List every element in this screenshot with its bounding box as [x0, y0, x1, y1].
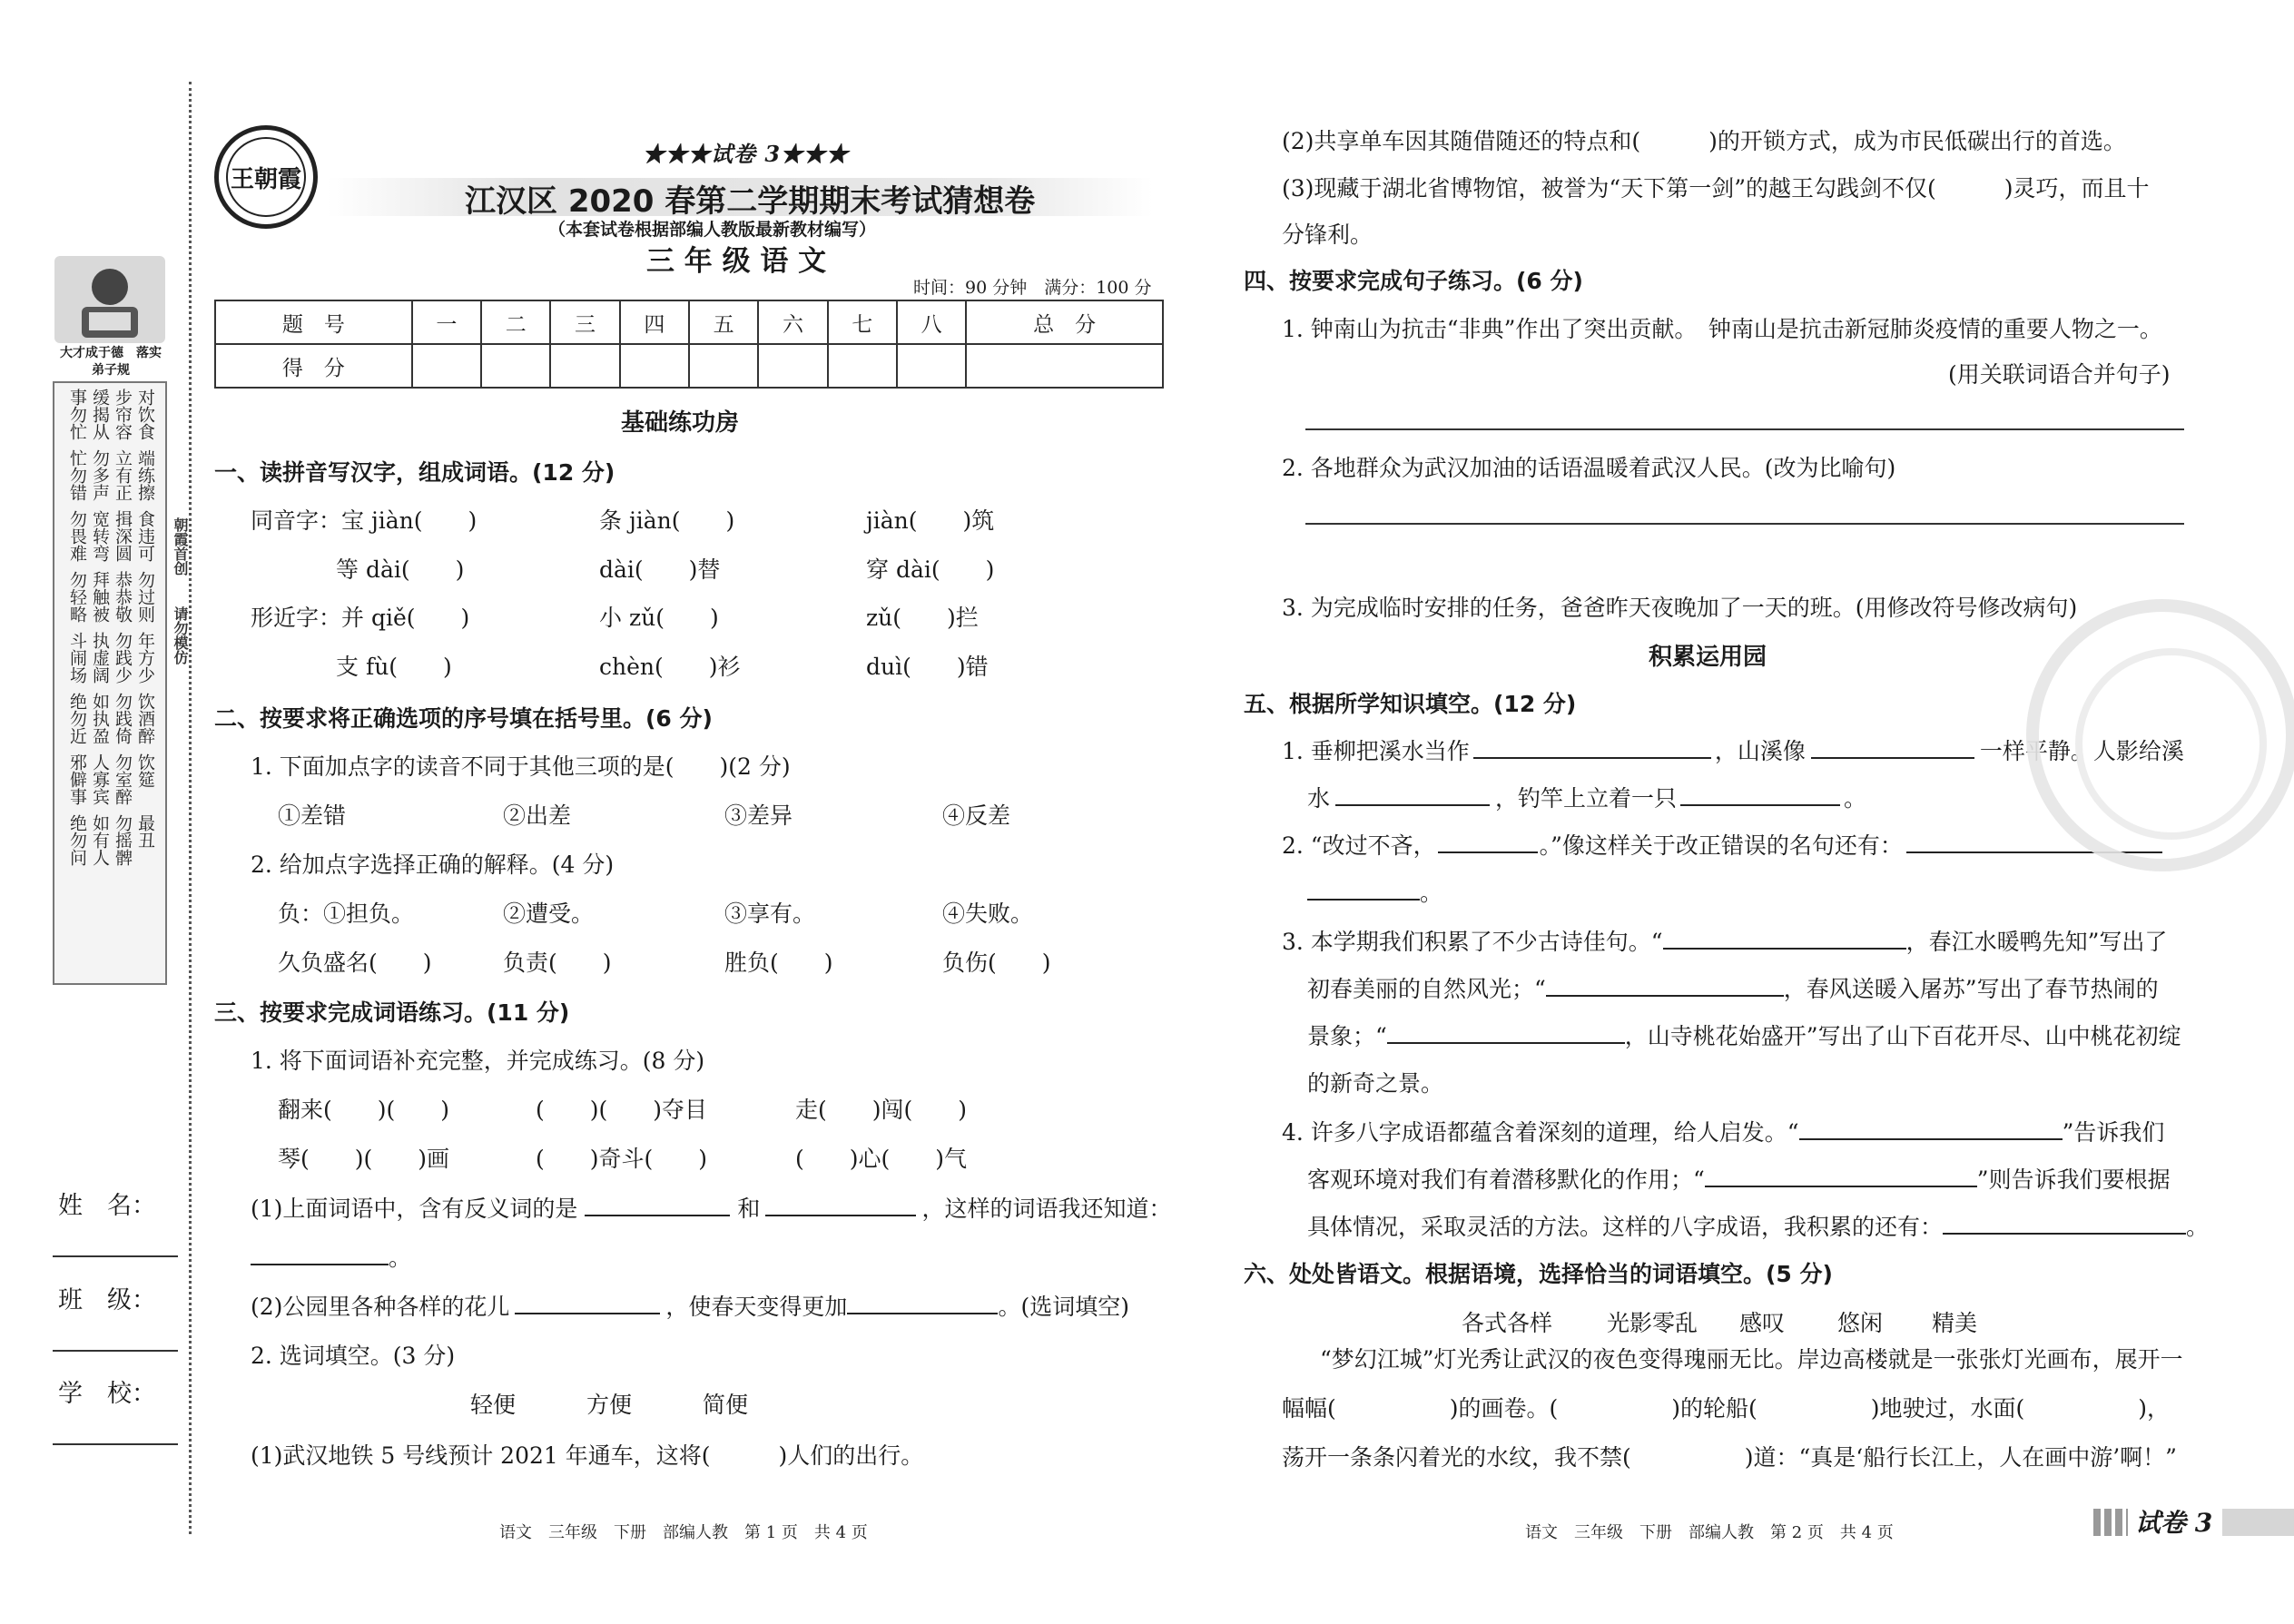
rule-block [60, 571, 162, 623]
rule-column: 斗闹场 [67, 632, 87, 684]
q3-2-text: 2. 选词填空。(3 分) [251, 1343, 456, 1369]
score-cell[interactable] [897, 344, 966, 388]
q5-4-blank-1[interactable] [1799, 1118, 2063, 1140]
class-label: 班 级： [58, 1286, 156, 1314]
q5-1-blank-2[interactable] [1811, 737, 1974, 759]
q5-title: 五、根据所学知识填空。(12 分) [1244, 691, 1577, 717]
q2-2-text: 2. 给加点字选择正确的解释。(4 分) [251, 851, 615, 878]
q2-1-opt-d: ④反差 [942, 802, 1011, 829]
q3-1-blank-4[interactable] [515, 1293, 660, 1314]
q3-1-r2-a[interactable]: 琴( )( )画 [278, 1146, 450, 1172]
q3-2-2-text[interactable]: (2)共享单车因其随借随还的特点和( )的开锁方式，成为市民低碳出行的首选。 [1282, 128, 2126, 154]
q5-4-line1 [1282, 1118, 2164, 1147]
q5-1-b: ，山溪像 [1714, 738, 1806, 764]
score-cell[interactable] [481, 344, 550, 388]
q6-word-c: 感叹 [1739, 1310, 1786, 1336]
q3-1-sub2-mid: ，使春天变得更加 [665, 1294, 848, 1320]
rule-column: 年方少 [135, 632, 155, 684]
q5-3-b: ，春江水暖鸭先知”写出了 [1905, 929, 2168, 955]
q1-r2-c3[interactable]: 穿 dài( ) [866, 556, 995, 583]
rule-column: 如执盈 [90, 693, 110, 744]
score-header-cell: 一 [412, 300, 481, 344]
q6-para-2[interactable]: 幅幅( )的画卷。( )的轮船( )地驶过，水面( )， [1282, 1395, 2171, 1422]
rule-column: 如有人 [90, 814, 110, 866]
q3-1-r1-b[interactable]: ( )( )夺目 [536, 1097, 708, 1123]
q5-2-c: 。 [1420, 880, 1443, 906]
q5-4-f: 。 [2186, 1214, 2210, 1240]
q3-2-word-b: 方便 [586, 1392, 633, 1418]
q2-2-word-b[interactable]: 负责( ) [503, 950, 612, 976]
rule-column: 最丑 [135, 814, 155, 849]
q6-word-e: 精美 [1932, 1310, 1978, 1336]
q3-1-sub2-text: (2)公园里各种各样的花儿 [251, 1294, 510, 1320]
score-header-cell: 八 [897, 300, 966, 344]
score-table [214, 300, 1164, 389]
score-cell[interactable] [828, 344, 897, 388]
q5-1-blank-4[interactable] [1680, 784, 1840, 806]
class-field[interactable] [53, 1350, 178, 1352]
rule-column: 端练擦 [135, 449, 155, 501]
rule-column: 绝勿问 [67, 814, 87, 866]
q5-1-d: 水 [1307, 785, 1331, 812]
q1-r4-c1[interactable]: 支 fù( ) [336, 654, 452, 680]
binding-dotted-line [189, 82, 192, 1534]
rule-block [60, 510, 162, 562]
q5-1-f: 。 [1844, 785, 1867, 812]
score-header-label: 题 号 [215, 300, 412, 344]
q5-2-blank-1[interactable] [1438, 832, 1538, 853]
q3-1-sub2 [251, 1293, 1129, 1322]
score-row-label: 得 分 [215, 344, 412, 388]
q5-3-line4: 的新奇之景。 [1307, 1070, 1444, 1097]
q2-1-opt-b: ②出差 [503, 802, 572, 829]
rule-column: 勿畏难 [67, 510, 87, 562]
exam-subtitle: （本套试卷根据部编人教版最新教材编写） [548, 220, 877, 240]
q5-1-blank-3[interactable] [1335, 784, 1490, 806]
q1-r4-c3[interactable]: duì( )错 [866, 654, 989, 680]
q3-1-blank-2[interactable] [765, 1195, 916, 1216]
exam-title: 江汉区 2020 春第二学期期末考试猜想卷 [465, 183, 1036, 220]
q5-3-e: 景象；“ [1307, 1023, 1387, 1049]
q4-1-text: 1. 钟南山为抗击“非典”作出了突出贡献。 钟南山是抗击新冠肺炎疫情的重要人物之一。 [1282, 316, 2162, 342]
q6-para-1: “梦幻江城”灯光秀让武汉的夜色变得瑰丽无比。岸边高楼就是一张张灯光画布，展开一 [1320, 1346, 2183, 1373]
rule-column: 宽转弯 [90, 510, 110, 562]
rule-block [60, 632, 162, 684]
q2-2-word-d[interactable]: 负伤( ) [942, 950, 1051, 976]
q4-2-answer-line[interactable] [1305, 523, 2184, 525]
rule-column: 忙勿错 [67, 449, 87, 501]
side-note-2: 请勿模仿 [172, 606, 189, 664]
q3-2-word-c: 简便 [703, 1392, 749, 1418]
q4-1-req: (用关联词语合并句子) [1948, 361, 2171, 388]
q3-1-blank-3[interactable] [251, 1244, 389, 1265]
q3-1-sub1-text: (1)上面词语中，含有反义词的是 [251, 1196, 578, 1222]
rule-column: 勿摇髀 [113, 814, 133, 866]
score-row [215, 344, 1163, 388]
q5-3-d: ，春风送暖入屠苏”写出了春节热闹的 [1783, 976, 2159, 1002]
school-label: 学 校： [58, 1380, 156, 1408]
q1-r1-c1[interactable]: 同音字：宝 jiàn( ) [251, 507, 478, 534]
mascot-image [54, 256, 165, 343]
rule-block [60, 449, 162, 501]
q3-1-sub1-cont: 。 [251, 1244, 411, 1273]
q5-3-line3 [1307, 1022, 2181, 1051]
paper-tag: ★★★试卷 3★★★ [643, 141, 850, 167]
q1-title: 一、读拼音写汉字，组成词语。(12 分) [214, 459, 615, 486]
motto: 大才成于德 落实弟子规 [60, 346, 162, 378]
q3-1-blank-1[interactable] [585, 1195, 730, 1216]
q2-2-def-b: ②遭受。 [503, 901, 595, 927]
q1-r4-c2[interactable]: chèn( )衫 [599, 654, 741, 680]
q4-3-text: 3. 为完成临时安排的任务，爸爸昨天夜晚加了一天的班。(用修改符号修改病句) [1282, 595, 2078, 621]
q4-1-answer-line[interactable] [1305, 428, 2184, 430]
q5-4-e: 具体情况，采取灵活的方法。这样的八字成语，我积累的还有： [1307, 1214, 1944, 1240]
logo-text: 王朝霞 [226, 137, 306, 217]
q5-3-blank-2[interactable] [1546, 975, 1784, 997]
rule-column: 勿多声 [90, 449, 110, 501]
school-field[interactable] [53, 1443, 178, 1445]
q2-2-word-a[interactable]: 久负盛名( ) [278, 950, 432, 976]
score-cell[interactable] [966, 344, 1163, 388]
score-cell[interactable] [620, 344, 689, 388]
rule-column: 立有正 [113, 449, 133, 501]
q5-2-blank-3[interactable] [1307, 879, 1420, 901]
rule-column: 勿轻略 [67, 571, 87, 623]
q5-3-blank-1[interactable] [1663, 928, 1906, 950]
q5-4-d: ”则告诉我们要根据 [1976, 1166, 2171, 1193]
score-header-cell: 总 分 [966, 300, 1163, 344]
q5-4-line3 [1307, 1213, 2209, 1242]
q1-r1-c2[interactable]: 条 jiàn( ) [599, 507, 735, 534]
rule-column: 揖深圆 [113, 510, 133, 562]
corner-pattern [2093, 1509, 2128, 1536]
score-header-cell: 七 [828, 300, 897, 344]
rule-column: 缓揭从 [90, 389, 110, 440]
q3-2-3-cont: 分锋利。 [1282, 221, 1373, 248]
section-accum: 积累运用园 [1649, 644, 1767, 671]
rule-column: 邪僻事 [67, 753, 87, 805]
q5-3-line2 [1307, 975, 2159, 1004]
q2-1-text[interactable]: 1. 下面加点字的读音不同于其他三项的是( )(2 分) [251, 753, 791, 780]
page1-footer: 语文 三年级 下册 部编人教 第 1 页 共 4 页 [499, 1523, 868, 1542]
q1-r3-c2[interactable]: 小 zǔ( ) [599, 605, 719, 631]
q1-r3-c1[interactable]: 形近字：并 qiě( ) [251, 605, 470, 631]
name-label: 姓 名： [58, 1192, 156, 1220]
rule-column: 步帘容 [113, 389, 133, 440]
rule-column: 勿践倚 [113, 693, 133, 744]
page2-footer: 语文 三年级 下册 部编人教 第 2 页 共 4 页 [1525, 1523, 1894, 1542]
q1-r3-c3[interactable]: zǔ( )拦 [866, 605, 979, 631]
q3-2-3-text[interactable]: (3)现藏于湖北省博物馆，被誉为“天下第一剑”的越王勾践剑不仅( )灵巧，而且十 [1282, 175, 2150, 202]
q5-4-b: ”告诉我们 [2062, 1119, 2165, 1146]
q5-1-a: 1. 垂柳把溪水当作 [1282, 738, 1470, 764]
q5-3-blank-3[interactable] [1387, 1022, 1625, 1044]
q5-4-c: 客观环境对我们有着潜移默化的作用；“ [1307, 1166, 1705, 1193]
name-field[interactable] [53, 1255, 178, 1257]
q3-2-word-a: 轻便 [470, 1392, 517, 1418]
rule-block [60, 814, 162, 866]
q5-1-blank-1[interactable] [1473, 737, 1711, 759]
rules-grid [60, 389, 162, 875]
logo [214, 125, 318, 229]
score-header-cell: 六 [758, 300, 827, 344]
q4-2-text: 2. 各地群众为武汉加油的话语温暖着武汉人民。(改为比喻句) [1282, 455, 1896, 481]
q1-r1-c3[interactable]: jiàn( )筑 [866, 507, 995, 534]
score-header-cell: 四 [620, 300, 689, 344]
q5-2-a: 2. “改过不吝， [1282, 832, 1436, 859]
q2-1-opt-a: ①差错 [278, 802, 347, 829]
corner-tag: 试卷 3 [2135, 1508, 2213, 1538]
q3-title: 三、按要求完成词语练习。(11 分) [214, 999, 570, 1026]
score-cell[interactable] [758, 344, 827, 388]
subject-title: 三 年 级 语 文 [646, 245, 827, 278]
score-header-cell: 三 [550, 300, 619, 344]
q5-3-line1 [1282, 928, 2167, 957]
q3-1-sub1-tail: ，这样的词语我还知道： [921, 1196, 1172, 1222]
rule-block [60, 753, 162, 805]
q3-1-r1-c[interactable]: 走( )闯( ) [795, 1097, 968, 1123]
q5-1-c: 一样平静。人影给溪 [1979, 738, 2184, 764]
q5-4-line2 [1307, 1166, 2171, 1195]
q2-2-def-d: ④失败。 [942, 901, 1034, 927]
score-cell[interactable] [412, 344, 481, 388]
q4-title: 四、按要求完成句子练习。(6 分) [1244, 268, 1583, 294]
score-cell[interactable] [689, 344, 758, 388]
q3-1-r2-b[interactable]: ( )奇斗( ) [536, 1146, 708, 1172]
q3-1-text: 1. 将下面词语补充完整，并完成练习。(8 分) [251, 1048, 705, 1074]
rule-column: 饮酒醉 [135, 693, 155, 744]
q5-4-blank-3[interactable] [1943, 1213, 2186, 1235]
q2-2-def-c: ③享有。 [724, 901, 816, 927]
q6-word-d: 悠闲 [1837, 1310, 1884, 1336]
q3-1-sub1 [251, 1195, 1171, 1224]
corner-bar [2222, 1509, 2294, 1536]
rule-block [60, 389, 162, 440]
q5-2-b: 。”像这样关于改正错误的名句还有： [1539, 832, 1903, 859]
rule-column: 对饮食 [135, 389, 155, 440]
rule-column: 人寡宾 [90, 753, 110, 805]
q2-2-word-c[interactable]: 胜负( ) [724, 950, 833, 976]
rule-column: 事勿忙 [67, 389, 87, 440]
watermark-stamp [2026, 599, 2294, 871]
q6-para-3[interactable]: 荡开一条条闪着光的水纹，我不禁( )道：“真是‘船行长江上，人在画中游’啊！” [1282, 1444, 2177, 1471]
rule-column: 勿过则 [135, 571, 155, 623]
q5-3-a: 3. 本学期我们积累了不少古诗佳句。“ [1282, 929, 1663, 955]
q3-2-1-text[interactable]: (1)武汉地铁 5 号线预计 2021 年通车，这将( )人们的出行。 [251, 1442, 924, 1469]
rule-block [60, 693, 162, 744]
q6-word-a: 各式各样 [1462, 1310, 1553, 1336]
q3-1-r2-c[interactable]: ( )心( )气 [795, 1146, 968, 1172]
q5-1-line2 [1307, 784, 1866, 813]
rule-column: 拜触被 [90, 571, 110, 623]
rule-column: 执虚阔 [90, 632, 110, 684]
score-header-cell: 五 [689, 300, 758, 344]
rule-column: 食违可 [135, 510, 155, 562]
q3-1-sub2-tail: 。(选词填空) [998, 1294, 1129, 1320]
score-header-cell: 二 [481, 300, 550, 344]
section-basic: 基础练功房 [621, 409, 740, 437]
rule-column: 饮筵 [135, 753, 155, 788]
q2-2-def-a: 负：①担负。 [278, 901, 415, 927]
rule-column: 恭恭敬 [113, 571, 133, 623]
q5-4-a: 4. 许多八字成语都蕴含着深刻的道理，给人启发。“ [1282, 1119, 1799, 1146]
q5-3-f: ，山寺桃花始盛开”写出了山下百花开尽、山中桃花初绽 [1624, 1023, 2181, 1049]
q3-1-and: 和 [737, 1196, 761, 1222]
q5-3-c: 初春美丽的自然风光；“ [1307, 976, 1546, 1002]
score-cell[interactable] [550, 344, 619, 388]
q3-1-blank-5[interactable] [847, 1293, 998, 1314]
exam-meta: 时间：90 分钟 满分：100 分 [913, 278, 1152, 298]
rule-column: 勿践少 [113, 632, 133, 684]
q2-1-opt-c: ③差异 [724, 802, 793, 829]
q1-r2-c1[interactable]: 等 dài( ) [336, 556, 465, 583]
q6-word-b: 光影零乱 [1607, 1310, 1698, 1336]
rule-column: 绝勿近 [67, 693, 87, 744]
q2-title: 二、按要求将正确选项的序号填在括号里。(6 分) [214, 705, 713, 732]
side-note-1: 朝霞首创 [172, 517, 189, 576]
q5-1-e: ，钓竿上立着一只 [1495, 785, 1678, 812]
q3-1-r1-a[interactable]: 翻来( )( ) [278, 1097, 450, 1123]
q1-r2-c2[interactable]: dài( )替 [599, 556, 721, 583]
q5-2-line1 [1282, 832, 2162, 861]
score-header-row [215, 300, 1163, 344]
q5-4-blank-2[interactable] [1705, 1166, 1977, 1187]
q6-title: 六、处处皆语文。根据语境，选择恰当的词语填空。(5 分) [1244, 1261, 1833, 1287]
rule-column: 勿室醉 [113, 753, 133, 805]
q5-2-line2 [1307, 879, 1442, 908]
